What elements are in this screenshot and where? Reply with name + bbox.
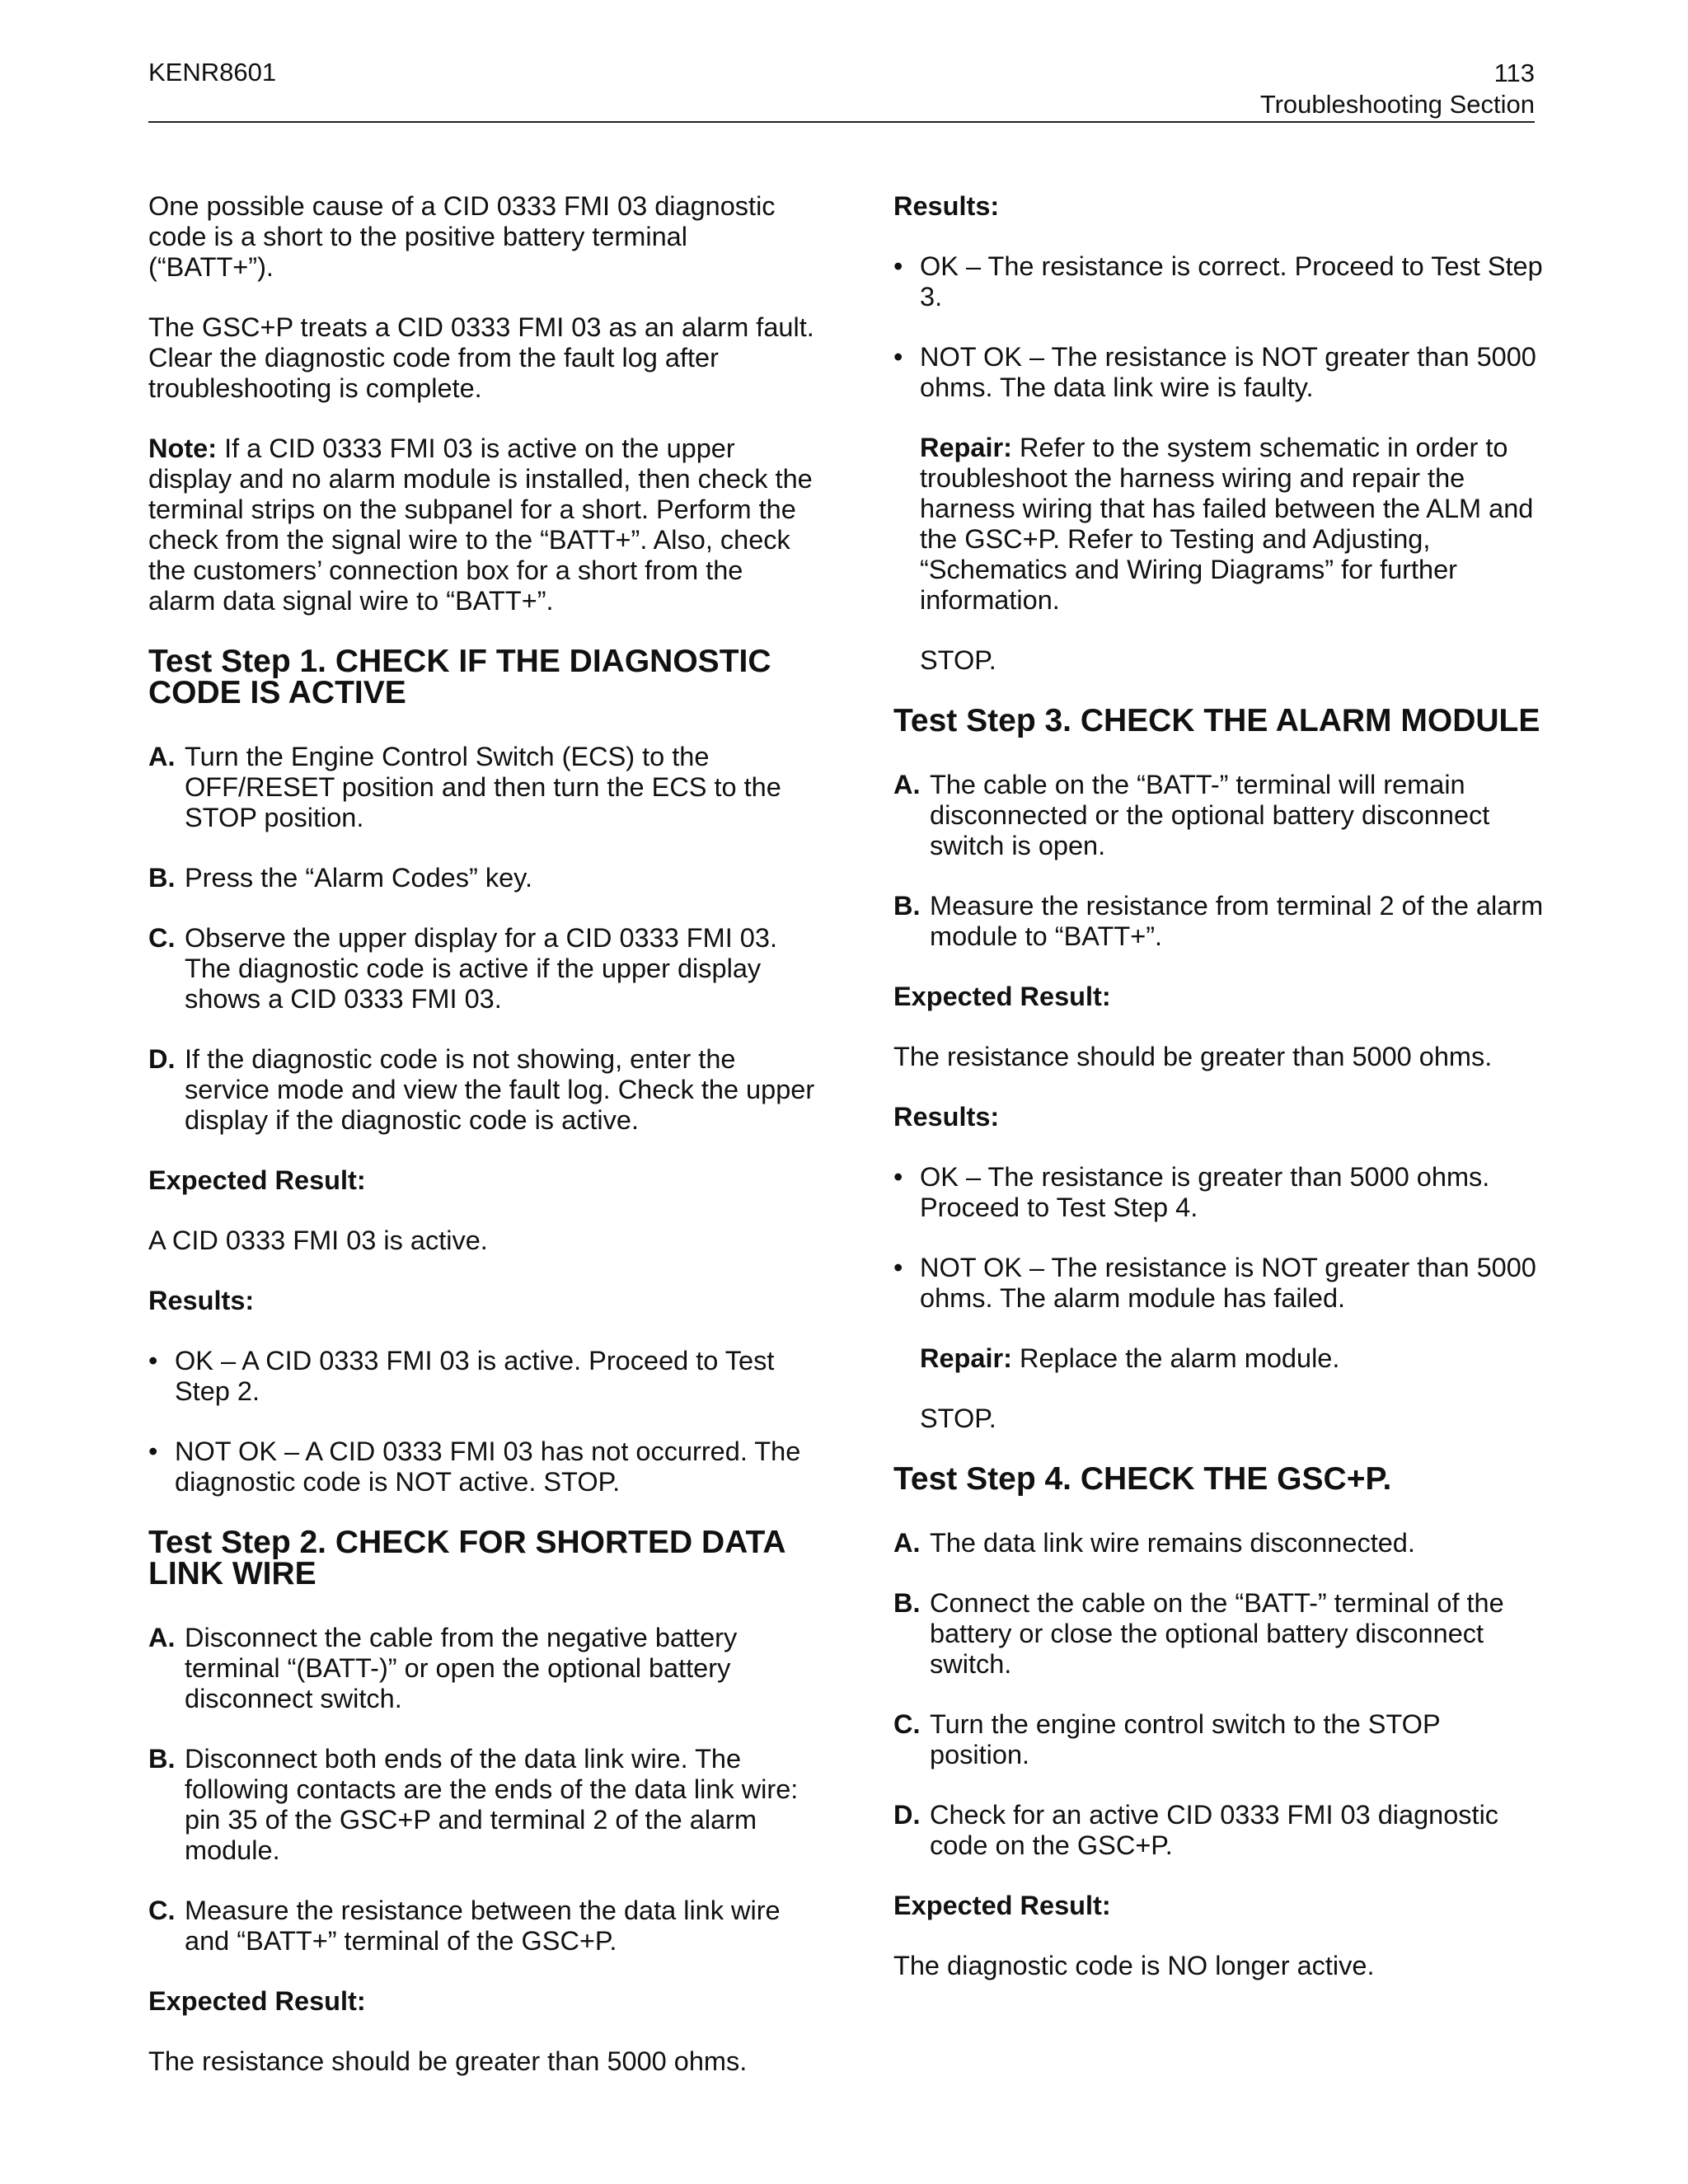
step-text: Connect the cable on the “BATT-” terminal of the battery or close the optional battery disconnect switch.	[930, 1588, 1504, 1679]
step-item	[148, 1896, 816, 1957]
expected-result-label: Expected Result:	[893, 1891, 1111, 1920]
repair-label: Repair:	[920, 1343, 1012, 1373]
step2-heading: Test Step 2. CHECK FOR SHORTED DATA LINK WIRE	[148, 1525, 785, 1591]
step-item	[893, 891, 1545, 952]
step-item	[148, 742, 816, 833]
step-text: Press the “Alarm Codes” key.	[185, 863, 533, 893]
results-label: Results:	[148, 1286, 255, 1315]
step-letter: A.	[148, 1623, 176, 1652]
repair-paragraph	[893, 433, 1545, 616]
expected-result-text: The diagnostic code is NO longer active.	[893, 1951, 1375, 1980]
step1-heading: Test Step 1. CHECK IF THE DIAGNOSTIC CODE IS ACTIVE	[148, 644, 771, 710]
expected-result-text: A CID 0333 FMI 03 is active.	[148, 1226, 488, 1255]
stop-text: STOP.	[920, 1404, 996, 1433]
expected-result-label: Expected Result:	[148, 1986, 366, 2016]
step-item	[893, 1528, 1545, 1558]
step-letter: D.	[893, 1800, 921, 1830]
note-label: Note:	[148, 434, 218, 463]
step-letter: B.	[893, 891, 921, 921]
step-letter: B.	[148, 863, 176, 893]
header-divider	[148, 121, 1535, 123]
repair-text: Refer to the system schematic in order to troubleshoot the harness wiring and repair the harness wiring that has failed between the ALM and the GSC+P. Refer to Testing and Adjusting, “Schematics and Wiring Diagrams” for further information.	[920, 433, 1534, 615]
page-number: 113	[1493, 59, 1535, 87]
stop-text: STOP.	[920, 645, 996, 675]
results-list	[148, 1346, 816, 1497]
step-item	[148, 1044, 816, 1136]
step-text: Turn the Engine Control Switch (ECS) to the OFF/RESET position and then turn the ECS to the STOP position.	[185, 742, 781, 832]
step-item	[893, 1709, 1545, 1770]
step4-heading: Test Step 4. CHECK THE GSC+P.	[893, 1461, 1392, 1497]
step-letter: C.	[893, 1709, 921, 1739]
result-item: • NOT OK – A CID 0333 FMI 03 has not occurred. The diagnostic code is NOT active. STOP.	[148, 1436, 816, 1497]
repair-paragraph	[893, 1343, 1545, 1374]
step-letter: A.	[893, 1528, 921, 1558]
results-list	[893, 1162, 1545, 1314]
step-letter: B.	[893, 1588, 921, 1618]
step-letter: A.	[893, 770, 921, 799]
step-text: Disconnect both ends of the data link wire. The following contacts are the ends of the data link wire: pin 35 of the GSC+P and terminal 2 of the alarm module.	[185, 1744, 799, 1865]
expected-result-text: The resistance should be greater than 5000 ohms.	[148, 2046, 748, 2076]
intro-paragraph: One possible cause of a CID 0333 FMI 03 diagnostic code is a short to the positive battery terminal (“BATT+”).	[148, 191, 776, 282]
results-list	[893, 251, 1545, 403]
step-item	[893, 770, 1545, 861]
results-label: Results:	[893, 1102, 1000, 1132]
step-item	[148, 1744, 816, 1866]
step-text: The cable on the “BATT-” terminal will remain disconnected or the optional battery disconnect switch is open.	[930, 770, 1490, 860]
step-text: Check for an active CID 0333 FMI 03 diagnostic code on the GSC+P.	[930, 1800, 1499, 1860]
step-letter: A.	[148, 742, 176, 771]
step-letter: D.	[148, 1044, 176, 1074]
results-label: Results:	[893, 191, 1000, 221]
result-item: • NOT OK – The resistance is NOT greater than 5000 ohms. The alarm module has failed.	[893, 1253, 1545, 1314]
step-text: Turn the engine control switch to the STOP position.	[930, 1709, 1441, 1769]
step-text: Observe the upper display for a CID 0333 FMI 03. The diagnostic code is active if the upper display shows a CID 0333 FMI 03.	[185, 923, 777, 1014]
note-paragraph	[148, 434, 816, 616]
step-item	[893, 1800, 1545, 1861]
step-text: The data link wire remains disconnected.	[930, 1528, 1415, 1558]
section-title: Troubleshooting Section	[1259, 90, 1535, 119]
expected-result-label: Expected Result:	[893, 982, 1111, 1011]
step-item	[148, 863, 816, 893]
step-text: Measure the resistance from terminal 2 of the alarm module to “BATT+”.	[930, 891, 1544, 951]
step-item	[148, 1623, 816, 1714]
page-header-right	[1260, 58, 1535, 120]
step-text: Measure the resistance between the data link wire and “BATT+” terminal of the GSC+P.	[185, 1896, 781, 1956]
step-text: Disconnect the cable from the negative battery terminal “(BATT-)” or open the optional battery disconnect switch.	[185, 1623, 738, 1713]
step-letter: B.	[148, 1744, 176, 1774]
result-item: • OK – The resistance is correct. Proceed to Test Step 3.	[893, 251, 1545, 312]
step-text: If the diagnostic code is not showing, enter the service mode and view the fault log. Check the upper display if the diagnostic code is active.	[185, 1044, 815, 1135]
right-column	[893, 191, 1545, 2011]
step-item	[148, 923, 816, 1015]
expected-result-text: The resistance should be greater than 5000 ohms.	[893, 1042, 1493, 1071]
step-letter: C.	[148, 1896, 176, 1925]
step3-heading: Test Step 3. CHECK THE ALARM MODULE	[893, 703, 1540, 738]
repair-label: Repair:	[920, 433, 1012, 462]
step-letter: C.	[148, 923, 176, 953]
left-column	[148, 191, 816, 2107]
intro-paragraph: The GSC+P treats a CID 0333 FMI 03 as an alarm fault. Clear the diagnostic code from the fault log after troubleshooting is complete.	[148, 312, 814, 403]
repair-text: Replace the alarm module.	[1011, 1343, 1340, 1373]
result-item: • OK – A CID 0333 FMI 03 is active. Proceed to Test Step 2.	[148, 1346, 816, 1407]
document-id: KENR8601	[148, 58, 277, 87]
step-item	[893, 1588, 1545, 1680]
result-item: • OK – The resistance is greater than 5000 ohms. Proceed to Test Step 4.	[893, 1162, 1545, 1223]
expected-result-label: Expected Result:	[148, 1165, 366, 1195]
result-item: • NOT OK – The resistance is NOT greater than 5000 ohms. The data link wire is faulty.	[893, 342, 1545, 403]
note-text: If a CID 0333 FMI 03 is active on the upper display and no alarm module is installed, then check the terminal strips on the subpanel for a short. Perform the check from the signal wire to the “BATT+”. Also, check the customers’ connection box for a short from the alarm data signal wire to “BATT+”.	[148, 434, 813, 616]
